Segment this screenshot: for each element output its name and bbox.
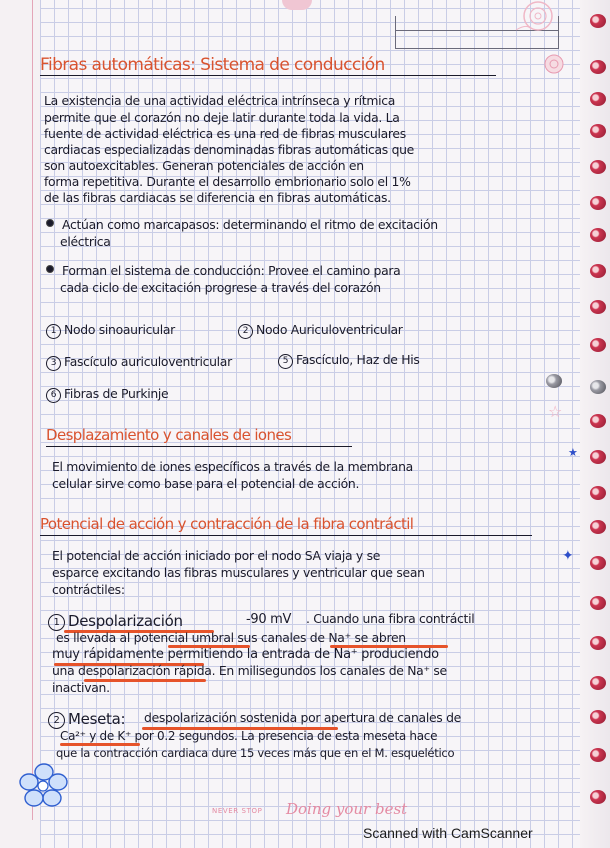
circled-number: 2 <box>238 324 253 339</box>
component-item <box>46 323 175 339</box>
paragraph-line: fuente de actividad eléctrica es una red de fibras musculares <box>44 126 406 141</box>
binder-ring-icon <box>590 790 606 804</box>
bullet-dot-icon <box>46 265 54 273</box>
footer-motto-script: Doing your best <box>286 800 408 818</box>
binder-ring-icon <box>590 596 606 610</box>
binder-ring-icon <box>590 676 606 690</box>
paragraph-line: inactivan. <box>52 680 110 695</box>
paragraph-line: una despolarización rápida. En milisegundos los canales de Na⁺ se <box>52 663 447 678</box>
binder-ring-icon <box>590 748 606 762</box>
binder-ring-icon <box>590 414 606 428</box>
star-outline-icon: ☆ <box>548 402 563 421</box>
binder-ring-icon <box>590 60 606 74</box>
binder-ring-icon <box>590 14 606 28</box>
paragraph-line: Ca²⁺ y de K⁺ por 0.2 segundos. La presencia de esta meseta hace <box>60 729 438 743</box>
paragraph-line: es llevada al potencial umbral sus canales de Na⁺ se abren <box>56 630 406 645</box>
scanner-watermark: Scanned with CamScanner <box>363 825 533 841</box>
paragraph-line: El movimiento de iones específicos a través de la membrana <box>52 459 413 474</box>
binder-ring-icon <box>590 486 606 500</box>
component-item <box>46 355 232 371</box>
paragraph-line: muy rápidamente permitiendo la entrada de Na⁺ produciendo <box>52 647 439 662</box>
binder-ring-icon <box>590 636 606 650</box>
footer-motto-small: NEVER STOP <box>212 807 263 815</box>
binder-ring-icon <box>590 520 606 534</box>
paragraph-line: forma repetitiva. Durante el desarrollo embrionario solo el 1% <box>44 174 411 189</box>
section-title-potencial: Potencial de acción y contracción de la fibra contráctil <box>40 515 414 533</box>
step-heading-text: Despolarización <box>68 612 183 630</box>
grey-ring-icon <box>546 374 562 388</box>
paragraph-line: celular sirve como base para el potencial de acción. <box>52 476 360 491</box>
circled-number: 6 <box>46 388 61 403</box>
step-1-value: -90 mV <box>246 612 292 627</box>
paragraph-line: esparce excitando las fibras musculares y ventricular que sean <box>52 565 425 580</box>
component-label: Fascículo, Haz de His <box>296 352 420 367</box>
paragraph-line: que la contracción cardiaca dure 15 veces más que en el M. esquelético <box>56 746 455 760</box>
step-2-heading <box>48 710 125 729</box>
blue-flower-icon <box>18 762 70 808</box>
left-margin <box>0 0 40 848</box>
step-heading-text: Meseta: <box>68 710 126 728</box>
bullet-item <box>46 218 438 232</box>
binder-ring-icon <box>590 160 606 174</box>
binder-ring-icon <box>590 264 606 278</box>
bullet-continuation: cada ciclo de excitación progrese a través del corazón <box>60 280 381 295</box>
bullet-text: Actúan como marcapasos: determinando el ritmo de excitación <box>62 217 438 232</box>
binder-ring-icon <box>590 380 606 394</box>
component-item <box>278 353 420 369</box>
circled-number: 3 <box>46 356 61 371</box>
binder-ring-icon <box>590 450 606 464</box>
component-label: Fascículo auriculoventricular <box>64 354 232 369</box>
section-title-desplazamiento: Desplazamiento y canales de iones <box>46 426 292 444</box>
blue-star-icon: ★ <box>568 446 578 459</box>
paragraph-line: de las fibras cardiacas se diferencia en fibras automáticas. <box>44 190 391 205</box>
bullet-dot-icon <box>46 219 54 227</box>
component-item <box>238 323 403 339</box>
section-title-fibras: Fibras automáticas: Sistema de conducción <box>40 55 385 75</box>
component-label: Nodo Auriculoventricular <box>256 322 403 337</box>
binder-ring-icon <box>590 124 606 138</box>
paragraph-line: El potencial de acción iniciado por el nodo SA viaja y se <box>52 548 381 563</box>
step-1-heading <box>48 612 183 631</box>
binder-ring-icon <box>590 228 606 242</box>
paragraph-line: permite que el corazón no deje latir durante toda la vida. La <box>44 110 400 125</box>
circled-number: 2 <box>48 712 65 729</box>
circled-number: 1 <box>48 614 65 631</box>
bullet-text: Forman el sistema de conducción: Provee el camino para <box>62 263 401 278</box>
bullet-continuation: eléctrica <box>60 234 111 249</box>
circled-number: 1 <box>46 324 61 339</box>
binder-ring-icon <box>590 556 606 570</box>
component-item <box>46 387 168 403</box>
circled-number: 5 <box>278 354 293 369</box>
title-underline <box>40 75 496 76</box>
margin-line <box>32 0 33 820</box>
blue-star-icon: ✦ <box>562 548 574 564</box>
paragraph-line: contráctiles: <box>52 582 125 597</box>
step-1-heading-continuation: . Cuando una fibra contráctil <box>306 611 475 626</box>
component-label: Fibras de Purkinje <box>64 386 169 401</box>
binder-ring-icon <box>590 338 606 352</box>
paragraph-line: cardiacas especializadas denominadas fibras automáticas que <box>44 142 415 157</box>
paragraph-line: son autoexcitables. Generan potenciales de acción en <box>44 158 364 173</box>
binder-ring-icon <box>590 92 606 106</box>
bullet-item <box>46 264 400 278</box>
title-underline <box>46 446 352 447</box>
component-label: Nodo sinoauricular <box>64 322 175 337</box>
binder-ring-icon <box>590 196 606 210</box>
rose-decoration-icon <box>508 0 568 38</box>
binder-ring-icon <box>590 710 606 724</box>
paragraph-line: La existencia de una actividad eléctrica intrínseca y rítmica <box>44 93 396 108</box>
title-underline <box>40 535 532 536</box>
binder-ring-icon <box>590 300 606 314</box>
small-rose-icon <box>540 52 570 76</box>
paragraph-line: despolarización sostenida por apertura de canales de <box>144 710 461 725</box>
